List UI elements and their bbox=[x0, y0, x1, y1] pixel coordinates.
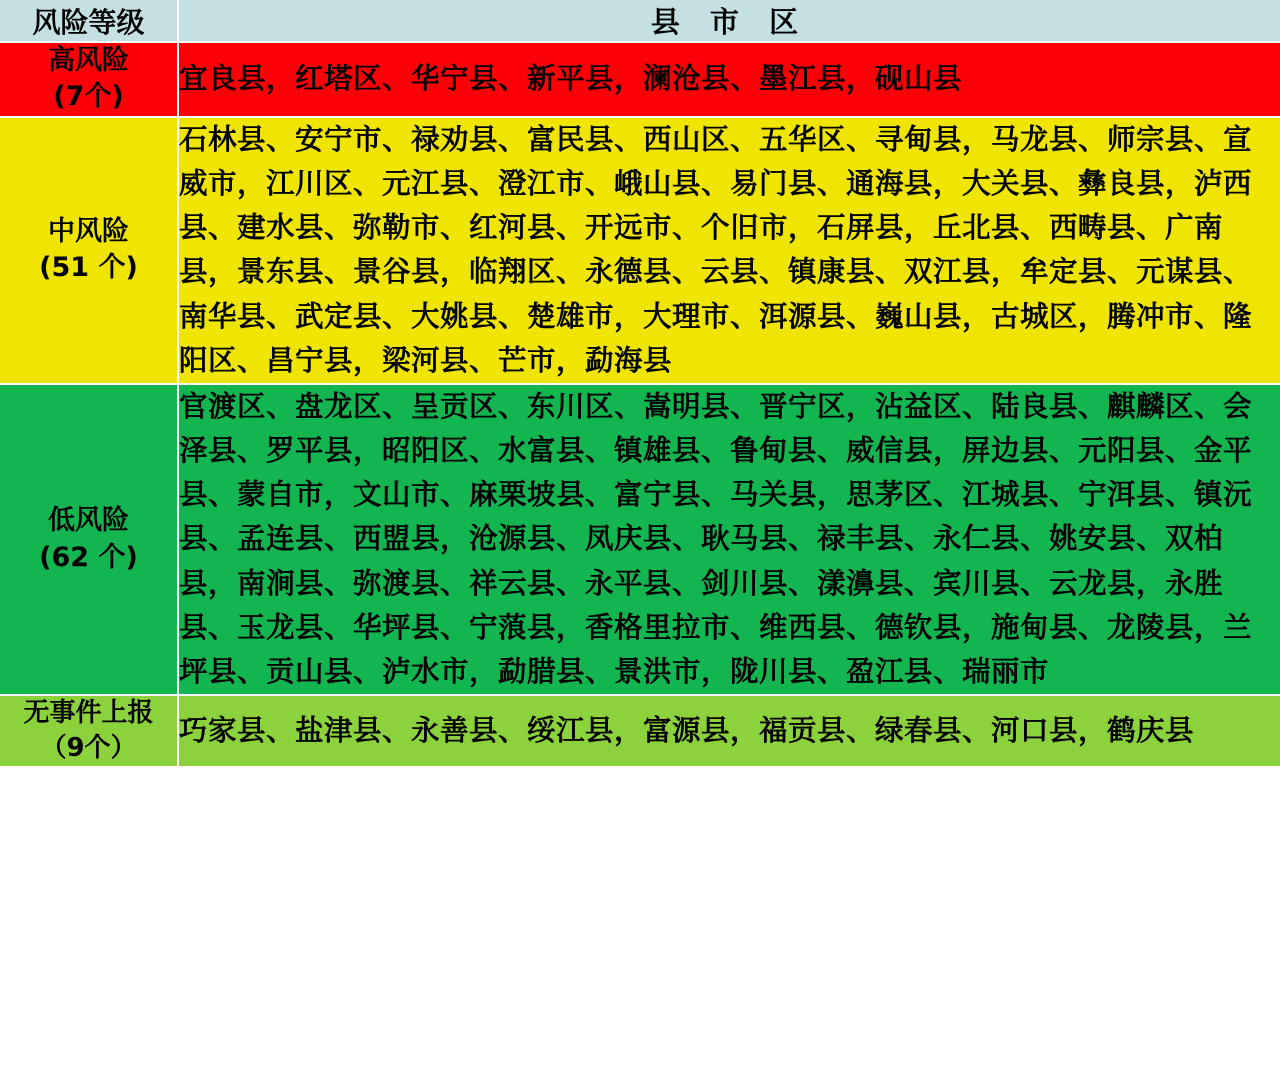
risk-level-count: (7个) bbox=[53, 81, 124, 113]
risk-level-count: (62 个) bbox=[39, 541, 138, 573]
risk-level-count: （9个） bbox=[40, 733, 137, 764]
risk-level-name: 无事件上报 bbox=[23, 698, 154, 729]
risk-level-no-report bbox=[0, 695, 178, 766]
risk-level-high bbox=[0, 42, 178, 117]
table-row bbox=[0, 384, 1280, 695]
risk-level-medium bbox=[0, 117, 178, 384]
table-row bbox=[0, 695, 1280, 766]
risk-level-name: 中风险 bbox=[48, 215, 129, 247]
risk-level-count: (51 个) bbox=[39, 252, 138, 284]
area-list-medium: 石林县、安宁市、禄劝县、富民县、西山区、五华区、寻甸县，马龙县、师宗县、宣威市，江川区、元江县、澄江市、峨山县、易门县、通海县，大关县、彝良县，泸西县、建水县、弥勒市、红河县、开远市、个旧市，石屏县，丘北县、西畴县、广南县，景东县、景谷县，临翔区、永德县、云县、镇康县、双江县，牟定县、元谋县、南华县、武定县、大姚县、楚雄市，大理市、洱源县、巍山县，古城区，腾冲市、隆阳区、昌宁县，梁河县、芒市，勐海县 bbox=[178, 117, 1280, 384]
table-row bbox=[0, 42, 1280, 117]
risk-level-low bbox=[0, 384, 178, 695]
risk-level-name: 低风险 bbox=[48, 505, 129, 537]
risk-level-name: 高风险 bbox=[48, 45, 129, 76]
area-list-no-report: 巧家县、盐津县、永善县、绥江县，富源县，福贡县、绿春县、河口县，鹤庆县 bbox=[178, 695, 1280, 766]
header-county-city-district: 县 市 区 bbox=[178, 0, 1280, 42]
header-risk-level: 风险等级 bbox=[0, 0, 178, 42]
table-header-row bbox=[0, 0, 1280, 42]
area-list-low: 官渡区、盘龙区、呈贡区、东川区、嵩明县、晋宁区，沾益区、陆良县、麒麟区、会泽县、罗平县，昭阳区、水富县、镇雄县、鲁甸县、威信县，屏边县、元阳县、金平县、蒙自市，文山市、麻栗坡县、富宁县、马关县，思茅区、江城县、宁洱县、镇沅县、孟连县、西盟县，沧源县、凤庆县、耿马县、禄丰县、永仁县、姚安县、双柏县，南涧县、弥渡县、祥云县、永平县、剑川县、漾濞县、宾川县、云龙县，永胜县、玉龙县、华坪县、宁蒗县，香格里拉市、维西县、德钦县，施甸县、龙陵县，兰坪县、贡山县、泸水市，勐腊县、景洪市，陇川县、盈江县、瑞丽市 bbox=[178, 384, 1280, 695]
area-list-high: 宜良县，红塔区、华宁县、新平县，澜沧县、墨江县，砚山县 bbox=[178, 42, 1280, 117]
table-row bbox=[0, 117, 1280, 384]
